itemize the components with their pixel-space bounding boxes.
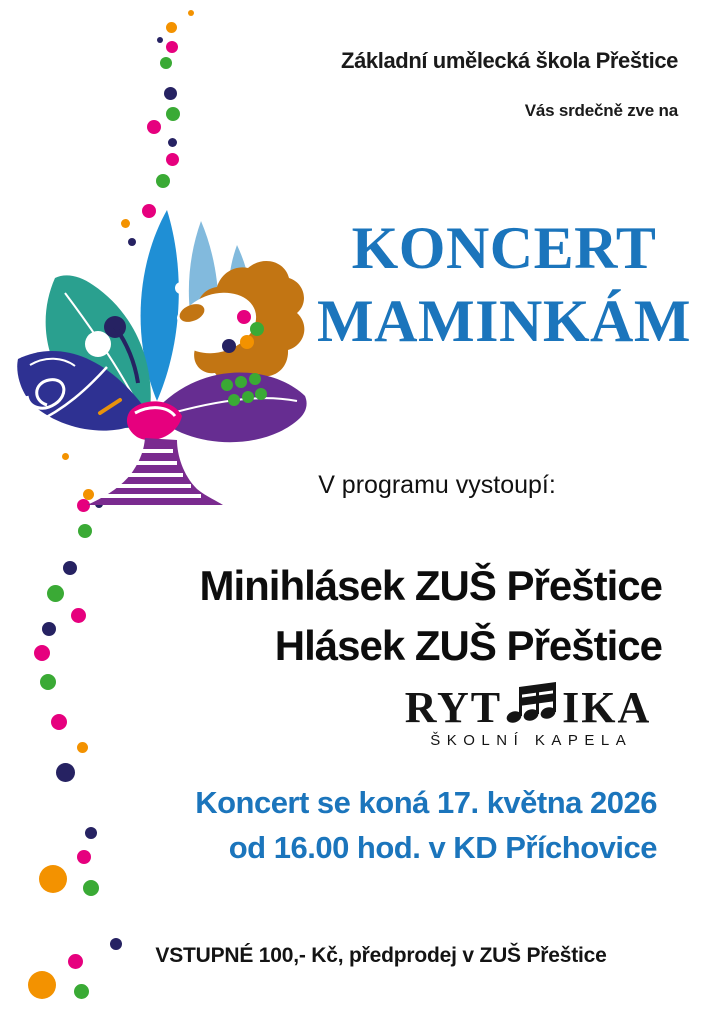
poster-title (300, 212, 708, 358)
school-name: Základní umělecká škola Přeštice (341, 48, 678, 73)
poster-title-line1: KONCERT (351, 215, 657, 281)
decor-dot-green (83, 880, 99, 896)
decor-dot-pink (147, 120, 161, 134)
purple-leaf-dot-2 (235, 376, 247, 388)
poster-title-line2: MAMINKÁM (317, 288, 691, 354)
palette-dot-orange (240, 335, 254, 349)
purple-leaf-dot-1 (221, 379, 233, 391)
event-date-line2: od 16.00 hod. v KD Příchovice (228, 830, 657, 865)
note-head-white (85, 331, 111, 357)
purple-leaf-dot-6 (255, 388, 267, 400)
decor-dot-navy (42, 622, 56, 636)
purple-leaf-dot-3 (249, 373, 261, 385)
decor-dot-green (166, 107, 180, 121)
band-subtitle: ŠKOLNÍ KAPELA (430, 732, 633, 749)
event-date (195, 780, 657, 870)
decor-dot-navy (85, 827, 97, 839)
decor-dot-orange (166, 22, 177, 33)
decor-dot-navy (56, 763, 75, 782)
band-logo (397, 680, 659, 749)
event-date-line1: Koncert se koná 17. května 2026 (195, 785, 657, 820)
purple-leaf-dot-5 (242, 391, 254, 403)
palette-dot-green (250, 322, 264, 336)
band-name (397, 680, 659, 732)
decor-dot-pink (166, 41, 178, 53)
decor-dot-orange (77, 742, 88, 753)
palette-dot-navy (222, 339, 236, 353)
decor-dot-navy (63, 561, 77, 575)
purple-leaf-dot-4 (228, 394, 240, 406)
band-name-prefix: RYT (404, 683, 503, 732)
decor-dot-pink (166, 153, 179, 166)
performers-list (199, 556, 662, 676)
band-name-suffix: IKA (562, 683, 652, 732)
decor-dot-navy (157, 37, 163, 43)
performer-1: Minihlásek ZUŠ Přeštice (199, 562, 662, 609)
decor-dot-pink (51, 714, 67, 730)
decor-dot-orange (28, 971, 56, 999)
program-label: V programu vystoupí: (318, 471, 556, 499)
decor-dot-pink (77, 850, 91, 864)
performer-2: Hlásek ZUŠ Přeštice (274, 622, 662, 669)
beamed-notes-icon (505, 682, 559, 730)
zus-tree-logo (5, 183, 315, 510)
decor-dot-green (40, 674, 56, 690)
decor-dot-green (47, 585, 64, 602)
decor-dot-pink (71, 608, 86, 623)
decor-dot-orange (39, 865, 67, 893)
palette-dot-pink (237, 310, 251, 324)
decor-dot-green (74, 984, 89, 999)
leaf-blue-notch-1 (175, 282, 187, 294)
decor-dot-green (160, 57, 172, 69)
decor-dot-pink (34, 645, 50, 661)
zus-tree-logo-art (5, 183, 315, 510)
decor-dot-green (78, 524, 92, 538)
ticket-info: VSTUPNÉ 100,- Kč, předprodej v ZUŠ Přeštice (155, 944, 607, 967)
decor-dot-orange (188, 10, 194, 16)
decor-dot-navy (168, 138, 177, 147)
invite-line: Vás srdečně zve na (524, 101, 678, 120)
decor-dot-navy (164, 87, 177, 100)
